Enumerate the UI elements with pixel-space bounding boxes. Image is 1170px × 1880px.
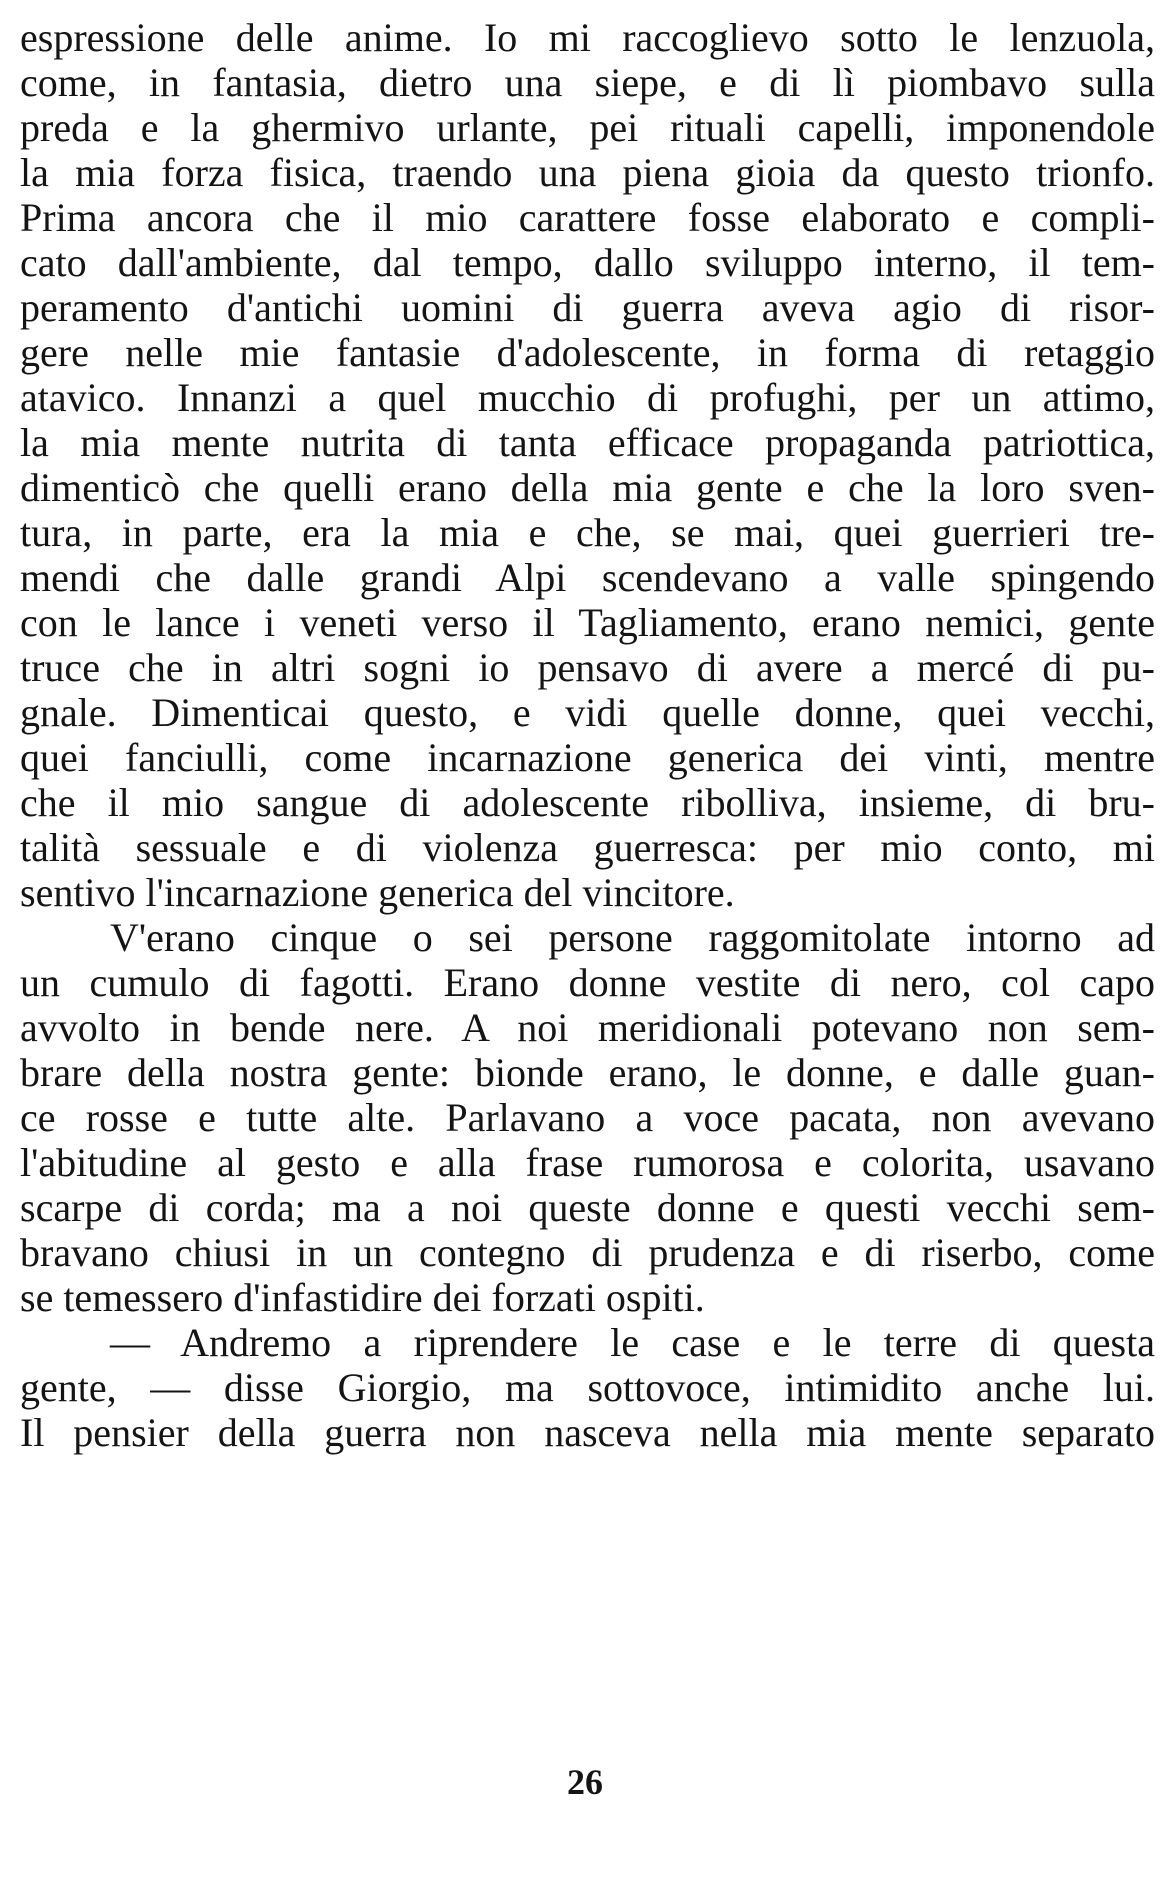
text-line: — Andremo a riprendere le case e le terre di questa [110, 1320, 1155, 1365]
text-line: un cumulo di fagotti. Erano donne vestite di nero, col capo [20, 960, 1155, 1005]
text-line: bravano chiusi in un contegno di prudenza e di riserbo, come [20, 1230, 1155, 1275]
text-line: che il mio sangue di adolescente ribolliva, insieme, di bru- [20, 780, 1155, 825]
text-line: brare della nostra gente: bionde erano, le donne, e dalle guan- [20, 1050, 1155, 1095]
text-line: avvolto in bende nere. A noi meridionali potevano non sem- [20, 1005, 1155, 1050]
text-line: peramento d'antichi uomini di guerra aveva agio di risor- [20, 285, 1155, 330]
text-line: con le lance i veneti verso il Tagliamento, erano nemici, gente [20, 600, 1155, 645]
text-line: la mia mente nutrita di tanta efficace propaganda patriottica, [20, 420, 1155, 465]
text-line: Il pensier della guerra non nasceva nella mia mente separato [20, 1410, 1155, 1455]
page-number: 26 [567, 1762, 603, 1802]
text-line: sentivo l'incarnazione generica del vincitore. [20, 870, 735, 915]
text-line: gere nelle mie fantasie d'adolescente, in forma di retaggio [20, 330, 1155, 375]
text-line: ce rosse e tutte alte. Parlavano a voce pacata, non avevano [20, 1095, 1155, 1140]
text-line: atavico. Innanzi a quel mucchio di profughi, per un attimo, [20, 375, 1155, 420]
text-line: la mia forza fisica, traendo una piena gioia da questo trionfo. [20, 150, 1155, 195]
text-line: dimenticò che quelli erano della mia gente e che la loro sven- [20, 465, 1155, 510]
text-line: truce che in altri sogni io pensavo di avere a mercé di pu- [20, 645, 1155, 690]
text-line: cato dall'ambiente, dal tempo, dallo sviluppo interno, il tem- [20, 240, 1155, 285]
text-line: l'abitudine al gesto e alla frase rumorosa e colorita, usavano [20, 1140, 1155, 1185]
text-line: talità sessuale e di violenza guerresca: per mio conto, mi [20, 825, 1155, 870]
text-line: V'erano cinque o sei persone raggomitolate intorno ad [110, 915, 1155, 960]
text-line: come, in fantasia, dietro una siepe, e di lì piombavo sulla [20, 60, 1155, 105]
text-line: Prima ancora che il mio carattere fosse elaborato e compli- [20, 195, 1155, 240]
text-line: mendi che dalle grandi Alpi scendevano a valle spingendo [20, 555, 1155, 600]
text-line: se temessero d'infastidire dei forzati ospiti. [20, 1275, 705, 1320]
text-line: tura, in parte, era la mia e che, se mai, quei guerrieri tre- [20, 510, 1155, 555]
text-line: gnale. Dimenticai questo, e vidi quelle donne, quei vecchi, [20, 690, 1155, 735]
text-line: gente, — disse Giorgio, ma sottovoce, intimidito anche lui. [20, 1365, 1155, 1410]
text-line: preda e la ghermivo urlante, pei rituali capelli, imponendole [20, 105, 1155, 150]
text-line: scarpe di corda; ma a noi queste donne e questi vecchi sem- [20, 1185, 1155, 1230]
text-line: espressione delle anime. Io mi raccoglievo sotto le lenzuola, [20, 15, 1155, 60]
text-line: quei fanciulli, come incarnazione generica dei vinti, mentre [20, 735, 1155, 780]
